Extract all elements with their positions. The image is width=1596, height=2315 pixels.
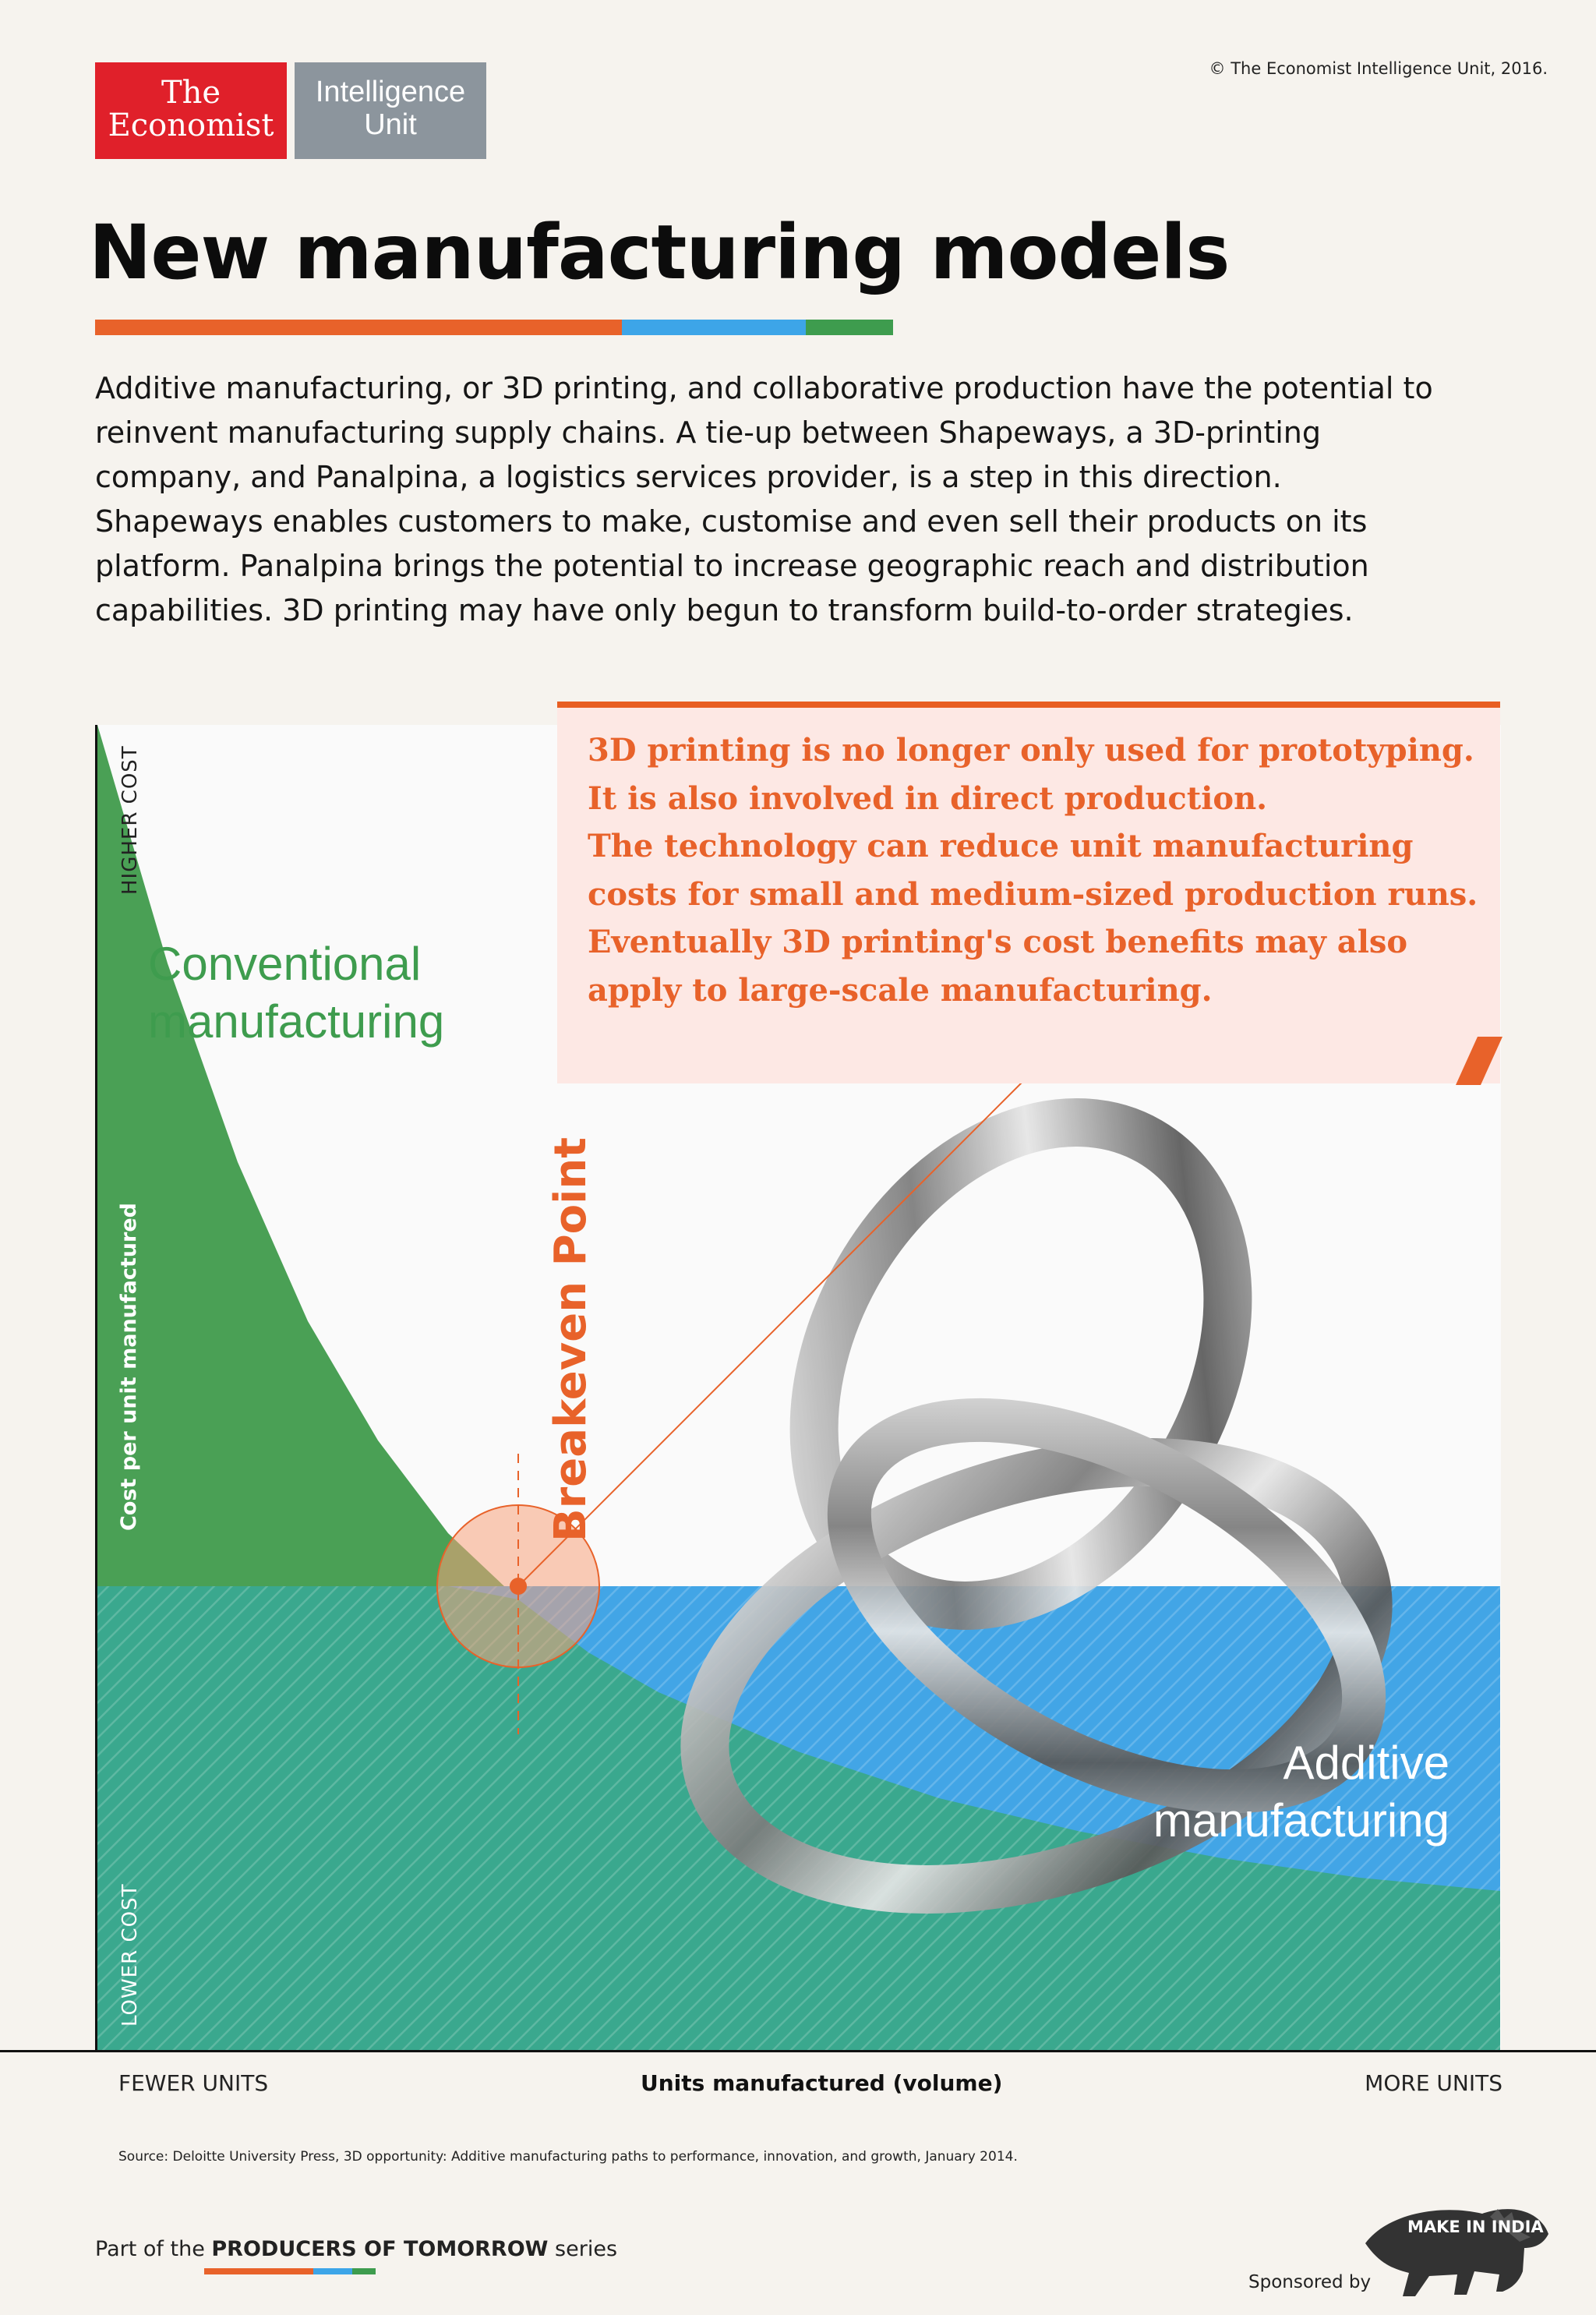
series-bar-orange (204, 2268, 313, 2274)
conventional-label (148, 935, 444, 1051)
additive-label (1153, 1734, 1449, 1850)
source-note: Source: Deloitte University Press, 3D opportunity: Additive manufacturing paths to performance, innovation, and growth, January 2014. (118, 2149, 1018, 2165)
breakeven-point-marker (510, 1578, 527, 1595)
x-axis-label: Units manufactured (volume) (641, 2070, 1003, 2096)
series-prefix: Part of the (95, 2237, 212, 2261)
page-title: New manufacturing models (89, 209, 1230, 296)
eiu-logo-line2: Unit (364, 108, 417, 141)
y-tick-lower-cost: LOWER COST (118, 1883, 142, 2027)
make-in-india-lion-logo (1358, 2197, 1552, 2306)
x-axis-line (0, 2050, 1596, 2052)
series-name: PRODUCERS OF TOMORROW (211, 2237, 549, 2261)
intro-paragraph: Additive manufacturing, or 3D printing, and collaborative production have the potential to reinvent manufacturing supply chains. A tie-up between Shapeways, a 3D-printing company, and Panalpina, a logistics services provider, is a step in this direction. Shapeways enables customers to make, customise and even sell their products on its platform. Panalpina brings the potential to increase geographic reach and distribution capabilities. 3D printing may have only begun to transform build-to-order strategies. (95, 371, 1433, 627)
series-bar-blue (313, 2268, 352, 2274)
callout-line: It is also involved in direct production. (588, 779, 1268, 817)
callout-line: Eventually 3D printing's cost benefits may also (588, 924, 1408, 960)
callout-line: apply to large-scale manufacturing. (588, 971, 1213, 1009)
make-in-india-text: MAKE IN INDIA (1407, 2218, 1544, 2236)
economist-logo-line1: The (161, 75, 221, 111)
copyright: © The Economist Intelligence Unit, 2016. (1209, 59, 1548, 78)
breakeven-label: Breakeven Point (546, 1137, 596, 1542)
callout-corner-accent (1456, 1037, 1502, 1085)
series-note (95, 2237, 617, 2261)
callout-line: 3D printing is no longer only used for prototyping. (588, 732, 1474, 769)
callout-top-rule (557, 702, 1500, 708)
y-axis-line (95, 725, 97, 2050)
callout-text (588, 726, 1492, 1014)
conventional-label-line: manufacturing (148, 995, 445, 1048)
callout-line: costs for small and medium-sized production runs. (588, 875, 1478, 913)
conventional-label-line: Conventional (148, 938, 422, 990)
x-tick-fewer-units: FEWER UNITS (118, 2070, 269, 2096)
series-suffix: series (548, 2237, 618, 2261)
additive-label-line: manufacturing (1153, 1794, 1449, 1847)
economist-logo-line2: Economist (108, 108, 274, 143)
y-axis-label: Cost per unit manufactured (117, 1203, 141, 1531)
eiu-logo-line1: Intelligence (315, 76, 466, 108)
y-tick-higher-cost: HIGHER COST (118, 745, 142, 895)
x-tick-more-units: MORE UNITS (1365, 2070, 1502, 2096)
additive-label-line: Additive (1283, 1737, 1449, 1789)
sponsored-by: Sponsored by (1248, 2272, 1372, 2292)
callout-line: The technology can reduce unit manufacturing (588, 828, 1414, 864)
series-bar-green (352, 2268, 376, 2274)
